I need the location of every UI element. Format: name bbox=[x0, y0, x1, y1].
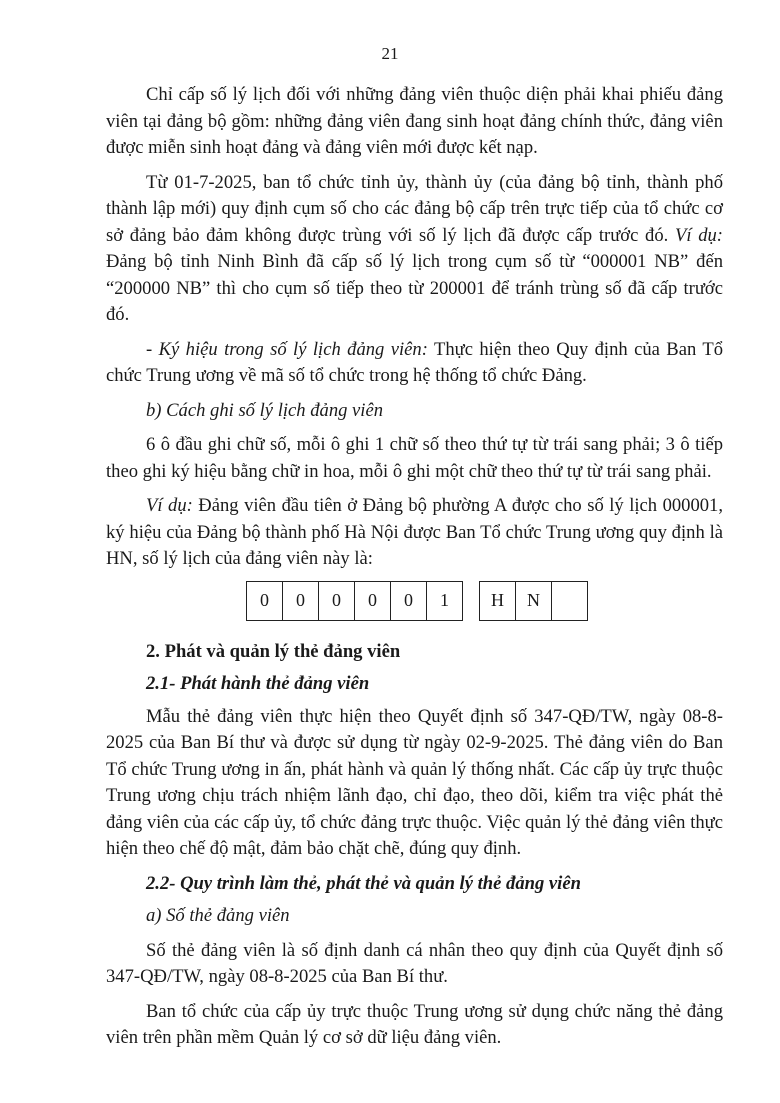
paragraph-2 bbox=[106, 170, 723, 329]
paragraph-10: Ban tổ chức của cấp ủy trực thuộc Trung ương sử dụng chức năng thẻ đảng viên trên phần mềm Quản lý cơ sở dữ liệu đảng viên. bbox=[106, 1000, 723, 1048]
paragraph-6-example-label: Ví dụ: bbox=[146, 495, 193, 516]
record-number-boxes bbox=[246, 581, 723, 621]
digit-boxes bbox=[246, 581, 463, 621]
subheading-b: b) Cách ghi số lý lịch đảng viên bbox=[146, 399, 384, 421]
page-number: 21 bbox=[381, 44, 399, 63]
paragraph-3-label: - Ký hiệu trong số lý lịch đảng viên: bbox=[146, 338, 428, 360]
paragraph-5: 6 ô đầu ghi chữ số, mỗi ô ghi 1 chữ số theo thứ tự từ trái sang phải; 3 ô tiếp theo ghi ký hiệu bằng chữ in hoa, mỗi ô ghi một chữ theo thứ tự từ trái sang phải. bbox=[106, 434, 723, 482]
paragraph-3 bbox=[106, 337, 723, 390]
section-2-2-heading: 2.2- Quy trình làm thẻ, phát thẻ và quản lý thẻ đảng viên bbox=[146, 872, 581, 894]
paragraph-3-text: Thực hiện theo Quy định của Ban Tổ chức Trung ương về mã số tổ chức trong hệ thống tổ chức Đảng. bbox=[106, 338, 723, 386]
paragraph-6-text: Đảng viên đầu tiên ở Đảng bộ phường A được cho số lý lịch 000001, ký hiệu của Đảng bộ thành phố Hà Nội được Ban Tổ chức Trung ương quy định là HN, số lý lịch của đảng viên này là: bbox=[106, 495, 723, 569]
section-2-heading: 2. Phát và quản lý thẻ đảng viên bbox=[146, 640, 401, 662]
subheading-a: a) Số thẻ đảng viên bbox=[146, 905, 290, 926]
digit-box: 0 bbox=[391, 582, 427, 620]
paragraph-9: Số thẻ đảng viên là số định danh cá nhân theo quy định của Quyết định số 347-QĐ/TW, ngày 08-8-2025 của Ban Bí thư. bbox=[106, 939, 723, 987]
letter-box: N bbox=[516, 582, 552, 620]
letter-box: H bbox=[480, 582, 516, 620]
page-content bbox=[106, 82, 723, 1060]
section-2-1-heading: 2.1- Phát hành thẻ đảng viên bbox=[146, 673, 370, 694]
paragraph-2-text-b: Đảng bộ tỉnh Ninh Bình đã cấp số lý lịch trong cụm số từ “000001 NB” đến “200000 NB” thì cho cụm số tiếp theo từ 200001 để tránh trùng số đã cấp trước đó. bbox=[106, 251, 723, 325]
paragraph-1: Chỉ cấp số lý lịch đối với những đảng viên thuộc diện phải khai phiếu đảng viên tại đảng bộ gồm: những đảng viên đang sinh hoạt đảng chính thức, đảng viên được miễn sinh hoạt đảng và đảng viên mới được kết nạp. bbox=[106, 84, 723, 158]
letter-boxes bbox=[479, 581, 588, 621]
digit-box: 0 bbox=[319, 582, 355, 620]
digit-box: 1 bbox=[440, 590, 449, 611]
paragraph-6 bbox=[106, 493, 723, 573]
letter-box bbox=[552, 582, 587, 620]
paragraph-7: Mẫu thẻ đảng viên thực hiện theo Quyết định số 347-QĐ/TW, ngày 08-8-2025 của Ban Bí thư và được sử dụng từ ngày 02-9-2025. Thẻ đảng viên do Ban Tổ chức Trung ương in ấn, phát hành và quản lý thống nhất. Các cấp ủy trực thuộc Trung ương chịu trách nhiệm lãnh đạo, chỉ đạo, theo dõi, kiểm tra việc phát thẻ đảng viên của các cấp ủy, tổ chức đảng trực thuộc. Việc quản lý thẻ đảng viên thực hiện theo chế độ mật, đảm bảo chặt chẽ, đúng quy định. bbox=[106, 705, 723, 859]
digit-box: 0 bbox=[355, 582, 391, 620]
digit-box: 0 bbox=[283, 582, 319, 620]
digit-box: 0 bbox=[247, 582, 283, 620]
paragraph-2-text-a: Từ 01-7-2025, ban tổ chức tỉnh ủy, thành ủy (của đảng bộ tỉnh, thành phố thành lập mới) quy định cụm số cho các đảng bộ cấp trên trực tiếp của tổ chức cơ sở đảng bảo đảm không được trùng với số lý lịch đã được cấp trước đó. bbox=[106, 171, 723, 246]
paragraph-2-example-label: Ví dụ: bbox=[675, 224, 723, 246]
